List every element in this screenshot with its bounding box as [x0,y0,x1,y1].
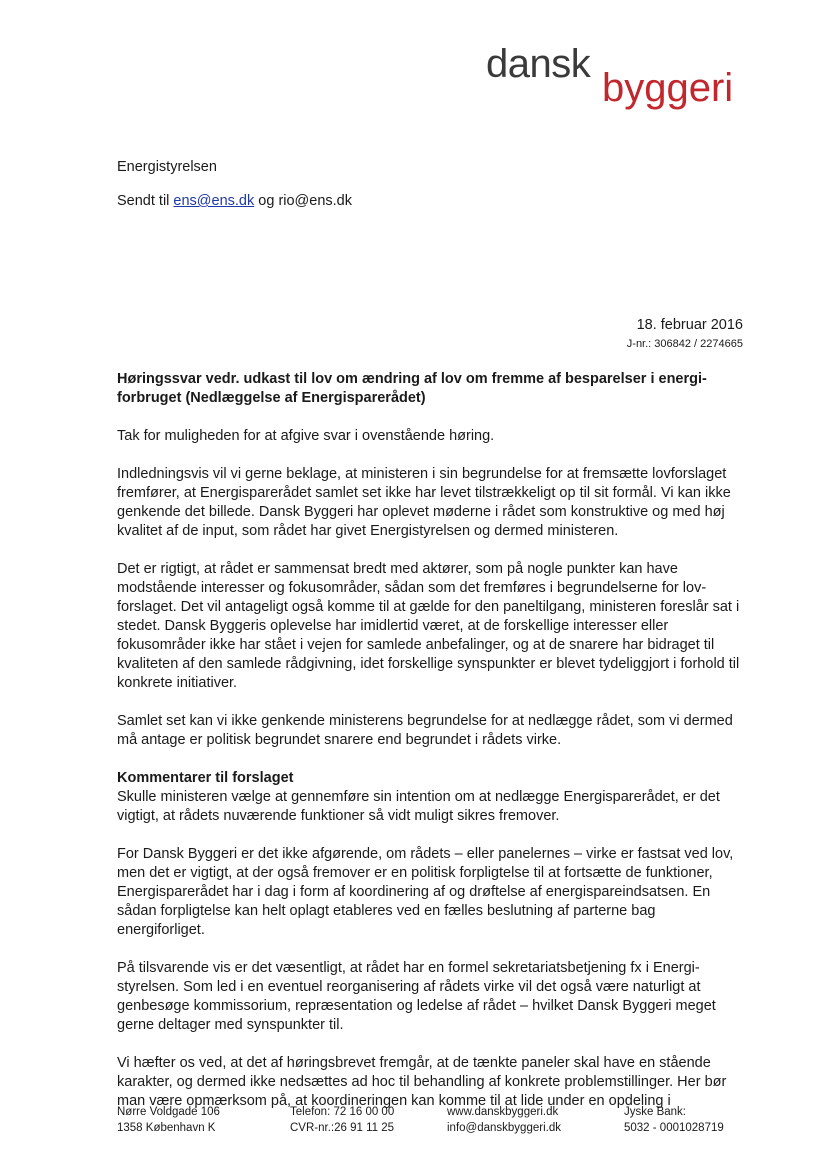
letter-heading: Høringssvar vedr. udkast til lov om ændring af lov om fremme af besparelser i energiforbruget (Nedlæggelse af Energisparerådet) [117,371,707,406]
footer-phone-line1: Telefon: 72 16 00 00 [290,1106,395,1118]
section-paragraph: Skulle ministeren vælge at gennemføre sin intention om at nedlægge Energisparerådet, er det vigtigt, at rådets nuværende funktioner så vidt muligt sikres fremover. [117,789,720,824]
footer-email: info@danskbyggeri.dk [447,1122,561,1134]
sent-middle: og [254,193,279,209]
section-paragraph: På tilsvarende vis er det væsentligt, at rådet har en formel sekretariatsbetjening fx i Energistyrelsen. Som led i en eventuel reorganisering af rådets virke vil det også være naturligt at genbesøge kommissorium, repræsentation og ledelse af rådet – hvilket Dansk Byggeri meget gerne deltager med synspunkter til. [117,960,716,1033]
logo-word-dansk: dansk [486,42,591,86]
email-link-ens[interactable]: ens@ens.dk [173,193,255,209]
footer-address [117,1104,220,1136]
footer-phone [290,1104,394,1136]
paragraph: Indledningsvis vil vi gerne beklage, at ministeren i sin begrundelse for at fremsætte lovforslaget fremfører, at Energisparerådet samlet set ikke har levet tilstrækkeligt op til sit formål. Vi kan ikke genkende det billede. Dansk Byggeri har oplevet møderne i rådet som konstruktive og med høj kvalitet af de input, som rådet har givet Energistyrelsen og dermed ministeren. [117,466,731,539]
section-paragraph: Vi hæfter os ved, at det af høringsbrevet fremgår, at de tænkte paneler skal have en stående karakter, og dermed ikke nedsættes ad hoc til behandling af konkrete problemstillinger. Her bør man være opmærksom på, at koordineringen kan komme til at lide under en opdeling i [117,1055,727,1109]
sent-to-line [117,192,352,211]
journal-number: J-nr.: 306842 / 2274665 [626,338,743,350]
section-title: Kommentarer til forslaget [117,770,294,786]
letter-date: 18. februar 2016 [636,317,743,333]
footer-website: www.danskbyggeri.dk [447,1106,559,1118]
footer-web [447,1104,561,1136]
section-paragraph: For Dansk Byggeri er det ikke afgørende, om rådets – eller panelernes – virke er fastsat ved lov, men det er vigtigt, at der også fremover er en politisk forpligtelse til at fortsætte de funktioner, Energisparerådet har i dag i form af koordinering af og drøftelse af energispareindsatsen. En sådan forpligtelse kan helt oplagt etableres ved en fælles beslutning af parterne bag energiforliget. [117,846,734,938]
paragraph: Samlet set kan vi ikke genkende ministerens begrundelse for at nedlægge rådet, som vi dermed må antage er politisk begrundet snarere end begrundet i rådets virke. [117,713,733,748]
logo-word-byggeri: byggeri [602,66,734,110]
footer-bank-account: 5032 - 0001028719 [624,1122,724,1134]
paragraph: Tak for muligheden for at afgive svar i ovenstående høring. [117,428,495,444]
footer-address-line2: 1358 København K [117,1122,216,1134]
dansk-byggeri-logo [486,40,748,110]
footer-cvr-line: CVR-nr.:26 91 11 25 [290,1122,394,1134]
date-block [627,316,743,351]
recipient: Energistyrelsen [117,159,217,175]
footer-bank-name: Jyske Bank: [624,1106,686,1118]
letter-body [117,370,745,1130]
email-rio: rio@ens.dk [278,193,352,209]
footer-address-line1: Nørre Voldgade 106 [117,1106,220,1118]
paragraph: Det er rigtigt, at rådet er sammensat bredt med aktører, som på nogle punkter kan have modstående interesser og fokusområder, sådan som det fremføres i begrundelserne for lovforslaget. Det vil antageligt også komme til at gælde for den paneltilgang, ministeren foreslår sat i stedet. Dansk Byggeris oplevelse har imidlertid været, at de forskellige interesser eller fokusområder ikke har stået i vejen for samlede anbefalinger, og at de snarere har bidraget til kvaliteten af den samlede rådgivning, idet forskellige synspunkter er blevet tydeliggjort i forhold til konkrete initiativer. [117,561,740,691]
sent-prefix: Sendt til [117,193,174,209]
footer-bank [624,1104,724,1136]
